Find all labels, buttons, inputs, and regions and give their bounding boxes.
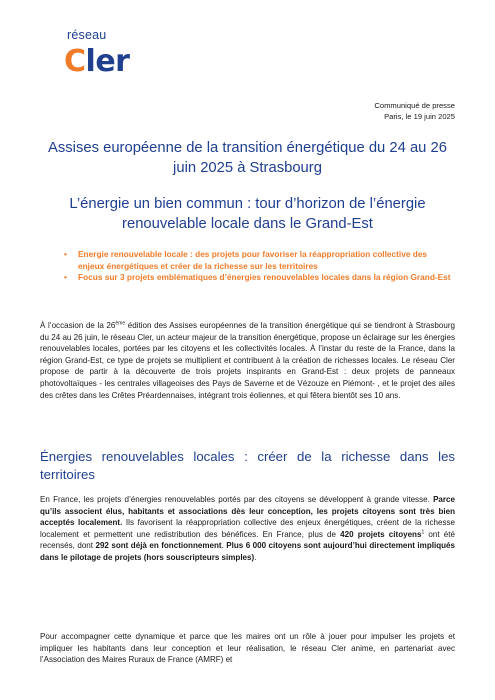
bullet-text: Focus sur 3 projets emblématiques d’énergies renouvelables locales dans la région Grand-Est — [78, 272, 451, 282]
logo-line-1: réseau — [67, 28, 107, 42]
p2-text-c: Ils favorisent la réappropriation collective des enjeux énergétiques, créent de la richesse localement et permettent une redistribution des bénéfices. En France, plus de — [40, 518, 455, 539]
press-label: Communiqué de presse — [374, 101, 455, 110]
p2-text-g: . — [221, 541, 227, 551]
p2-bold-f: 292 sont déjà en fonctionnement — [95, 541, 222, 551]
p2-bold-h: Plus 6 000 citoyens sont aujourd’hui directement impliqués dans le pilotage de projets (hors souscripteurs simples) — [40, 541, 455, 562]
reseau-cler-logo — [50, 26, 170, 82]
intro-paragraph — [40, 320, 455, 401]
bullet-text: Energie renouvelable locale : des projets pour favoriser la réappropriation collective des enjeux énergétiques et créer de la richesse sur les territoires — [78, 249, 428, 271]
bullet-icon: • — [64, 272, 67, 282]
press-header — [374, 101, 455, 122]
logo-letter-c: C — [64, 44, 86, 79]
bullet-icon: • — [64, 249, 67, 259]
press-date: Paris, le 19 juin 2025 — [384, 111, 455, 121]
intro-text-b: édition des Assises européennes de la transition énergétique qui se tiendront à Strasbourg du 24 au 26 juin, le réseau Cler, un acteur majeur de la transition énergétique, propose un éclairage sur les énergies renouvelables locales, portées par les citoyens et les collectivités locales. À l’instar du reste de la France, dans la région Grand-Est, ce type de projets se multiplient et contribuent à la création de richesses locales. Le réseau Cler propose de partir à la découverte de trois projets inspirants en Grand-Est : deux projets de panneaux photovoltaïques - les centrales villageoises des Pays de Saverne et de Vézouze en Piémont- , et le projet des ailes des crêtes dans les Crêtes Préardennaises, intégrant trois éoliennes, et qui fêtera bientôt ses 10 ans. — [40, 321, 455, 400]
logo-letters-ler: ler — [85, 44, 130, 79]
section-heading: Énergies renouvelables locales : créer de la richesse dans les territoires — [40, 449, 455, 482]
logo-line-2 — [64, 44, 129, 79]
bullet-item — [66, 249, 454, 272]
p2-text-a: En France, les projets d’énergies renouvelables portés par des citoyens se développent à grande vitesse. — [40, 495, 434, 504]
bullet-item — [66, 272, 454, 284]
page-title: Assises européenne de la transition énergétique du 24 au 26 juin 2025 à Strasbourg — [48, 140, 447, 176]
footnote-ref: 1 — [421, 529, 425, 536]
highlight-bullets — [66, 249, 454, 284]
section-paragraph-2: Pour accompagner cette dynamique et parce que les maires ont un rôle à jouer pour impulser les projets et impliquer les habitants dans leur conception et leur réalisation, le réseau Cler anime, en partenariat avec l’Association des Maires Ruraux de France (AMRF) et — [40, 632, 455, 665]
section-paragraph-1 — [40, 494, 455, 564]
p2-bold-b: Parce qu’ils associent élus, habitants et associations dès leur conception, les projets citoyens sont très bien acceptés localement. — [40, 495, 455, 528]
intro-text-a: À l’occasion de la 26 — [40, 321, 116, 330]
page-subtitle: L’énergie un bien commun : tour d’horizon de l’énergie renouvelable locale dans le Grand-Est — [69, 196, 426, 232]
intro-superscript: ème — [115, 320, 126, 327]
p2-bold-d: 420 projets citoyens — [340, 529, 422, 539]
p2-text-e: ont été recensés, dont — [40, 529, 455, 551]
p2-text-i: . — [254, 552, 257, 562]
